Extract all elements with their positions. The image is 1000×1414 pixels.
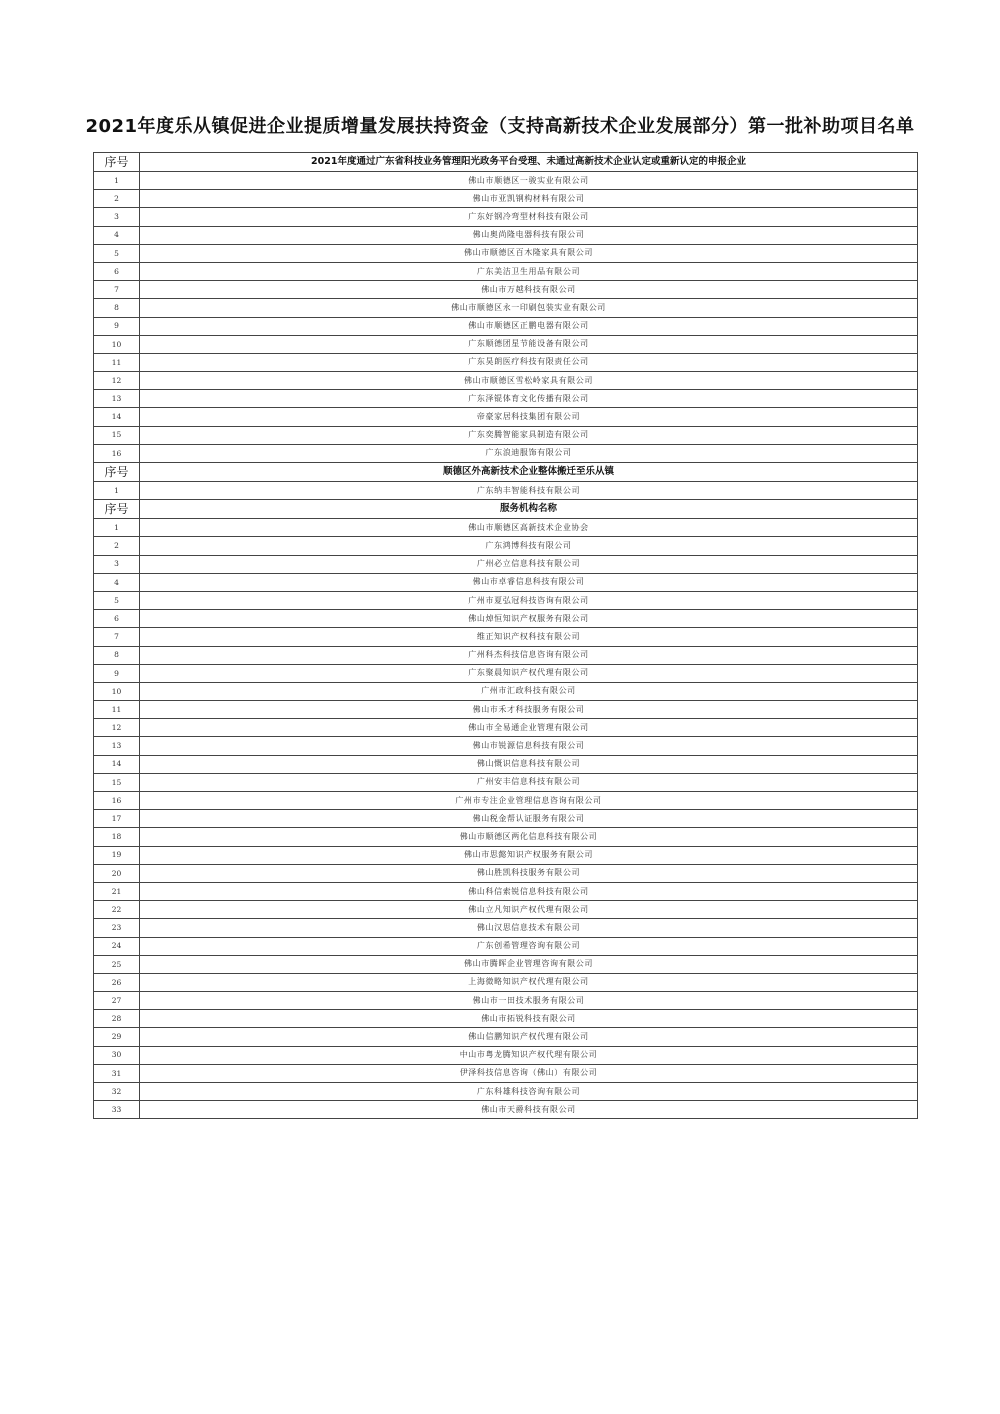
company-name: 佛山市拓锐科技有限公司 [140, 1010, 918, 1028]
row-number: 8 [94, 646, 140, 664]
row-number: 28 [94, 1010, 140, 1028]
table-row [94, 317, 918, 335]
company-name: 佛山市顺德区雪松岭家具有限公司 [140, 372, 918, 390]
company-name: 广州必立信息科技有限公司 [140, 555, 918, 573]
table-row [94, 372, 918, 390]
company-name: 广州市汇政科技有限公司 [140, 682, 918, 700]
company-name: 佛山科信索锐信息科技有限公司 [140, 882, 918, 900]
company-name: 广州安丰信息科技有限公司 [140, 773, 918, 791]
company-name: 佛山市万越科技有限公司 [140, 281, 918, 299]
row-number: 9 [94, 664, 140, 682]
company-name: 广东好钢冷弯型材科技有限公司 [140, 208, 918, 226]
row-number: 18 [94, 828, 140, 846]
section-title: 顺德区外高新技术企业整体搬迁至乐从镇 [140, 463, 918, 482]
company-name: 广东美洁卫生用品有限公司 [140, 262, 918, 280]
table-row [94, 444, 918, 462]
document-title: 2021年度乐从镇促进企业提质增量发展扶持资金（支持高新技术企业发展部分）第一批补助项目名单 [85, 116, 915, 137]
company-name: 广东奕腾智能家具制造有限公司 [140, 426, 918, 444]
subsidy-list-body [94, 153, 918, 1119]
company-name: 佛山市顺德区永一印刷包装实业有限公司 [140, 299, 918, 317]
row-number: 14 [94, 755, 140, 773]
company-name: 中山市粤龙腾知识产权代理有限公司 [140, 1046, 918, 1064]
company-name: 广州市夏弘冠科技咨询有限公司 [140, 591, 918, 609]
company-name: 广东昊朗医疗科技有限责任公司 [140, 353, 918, 371]
table-row [94, 1046, 918, 1064]
table-row [94, 190, 918, 208]
table-row [94, 755, 918, 773]
company-name: 佛山市一田技术服务有限公司 [140, 992, 918, 1010]
table-row [94, 882, 918, 900]
row-number: 26 [94, 973, 140, 991]
table-row [94, 408, 918, 426]
table-row [94, 353, 918, 371]
row-number: 30 [94, 1046, 140, 1064]
section-header-row [94, 153, 918, 172]
company-name: 佛山市卓睿信息科技有限公司 [140, 573, 918, 591]
company-name: 佛山税金帮认证服务有限公司 [140, 810, 918, 828]
row-number: 25 [94, 955, 140, 973]
row-number: 2 [94, 537, 140, 555]
company-name: 广东纳丰智能科技有限公司 [140, 482, 918, 500]
company-name: 广州科杰科技信息咨询有限公司 [140, 646, 918, 664]
table-row [94, 646, 918, 664]
table-row [94, 281, 918, 299]
row-number: 2 [94, 190, 140, 208]
table-row [94, 955, 918, 973]
section-header-row [94, 463, 918, 482]
company-name: 佛山焯恒知识产权服务有限公司 [140, 610, 918, 628]
table-row [94, 244, 918, 262]
row-number: 8 [94, 299, 140, 317]
table-row [94, 773, 918, 791]
row-number: 15 [94, 773, 140, 791]
row-number: 23 [94, 919, 140, 937]
row-number: 10 [94, 335, 140, 353]
row-number: 27 [94, 992, 140, 1010]
company-name: 佛山市腾晖企业管理咨询有限公司 [140, 955, 918, 973]
row-number: 21 [94, 882, 140, 900]
row-number: 6 [94, 610, 140, 628]
table-row [94, 1064, 918, 1082]
company-name: 佛山市天爵科技有限公司 [140, 1101, 918, 1119]
row-number: 4 [94, 573, 140, 591]
row-number: 20 [94, 864, 140, 882]
table-row [94, 610, 918, 628]
company-name: 广东创希管理咨询有限公司 [140, 937, 918, 955]
table-row [94, 1083, 918, 1101]
row-number: 5 [94, 591, 140, 609]
row-number: 14 [94, 408, 140, 426]
number-column-header: 序号 [94, 463, 140, 482]
table-row [94, 992, 918, 1010]
company-name: 佛山市顺德区两化信息科技有限公司 [140, 828, 918, 846]
row-number: 10 [94, 682, 140, 700]
row-number: 5 [94, 244, 140, 262]
table-row [94, 937, 918, 955]
row-number: 33 [94, 1101, 140, 1119]
row-number: 11 [94, 353, 140, 371]
row-number: 32 [94, 1083, 140, 1101]
table-row [94, 390, 918, 408]
table-row [94, 172, 918, 190]
row-number: 22 [94, 901, 140, 919]
table-row [94, 719, 918, 737]
company-name: 佛山市思懿知识产权服务有限公司 [140, 846, 918, 864]
table-row [94, 901, 918, 919]
row-number: 29 [94, 1028, 140, 1046]
company-name: 佛山慨识信息科技有限公司 [140, 755, 918, 773]
row-number: 12 [94, 719, 140, 737]
table-row [94, 792, 918, 810]
table-row [94, 299, 918, 317]
row-number: 11 [94, 701, 140, 719]
row-number: 13 [94, 737, 140, 755]
company-name: 广州市专注企业管理信息咨询有限公司 [140, 792, 918, 810]
row-number: 7 [94, 281, 140, 299]
table-row [94, 335, 918, 353]
row-number: 12 [94, 372, 140, 390]
company-name: 佛山市顺德区一骏实业有限公司 [140, 172, 918, 190]
row-number: 13 [94, 390, 140, 408]
row-number: 16 [94, 792, 140, 810]
table-row [94, 828, 918, 846]
company-name: 广东科雄科技咨询有限公司 [140, 1083, 918, 1101]
table-row [94, 555, 918, 573]
table-row [94, 482, 918, 500]
number-column-header: 序号 [94, 153, 140, 172]
company-name: 广东浪迪服饰有限公司 [140, 444, 918, 462]
row-number: 1 [94, 519, 140, 537]
row-number: 15 [94, 426, 140, 444]
row-number: 19 [94, 846, 140, 864]
row-number: 3 [94, 555, 140, 573]
section-header-row [94, 500, 918, 519]
table-row [94, 628, 918, 646]
company-name: 佛山市顺德区高新技术企业协会 [140, 519, 918, 537]
row-number: 16 [94, 444, 140, 462]
company-name: 佛山信鹏知识产权代理有限公司 [140, 1028, 918, 1046]
company-name: 佛山市全易通企业管理有限公司 [140, 719, 918, 737]
table-row [94, 810, 918, 828]
row-number: 31 [94, 1064, 140, 1082]
table-row [94, 701, 918, 719]
section-title: 2021年度通过广东省科技业务管理阳光政务平台受理、未通过高新技术企业认定或重新认定的申报企业 [140, 153, 918, 172]
company-name: 伊泽科技信息咨询（佛山）有限公司 [140, 1064, 918, 1082]
row-number: 9 [94, 317, 140, 335]
company-name: 佛山市顺德区正鹏电器有限公司 [140, 317, 918, 335]
table-row [94, 226, 918, 244]
table-row [94, 1101, 918, 1119]
table-row [94, 1010, 918, 1028]
table-row [94, 1028, 918, 1046]
row-number: 4 [94, 226, 140, 244]
company-name: 帝豪家居科技集团有限公司 [140, 408, 918, 426]
company-name: 上海微略知识产权代理有限公司 [140, 973, 918, 991]
company-name: 广东聚晨知识产权代理有限公司 [140, 664, 918, 682]
table-row [94, 537, 918, 555]
table-row [94, 426, 918, 444]
company-name: 佛山汉思信息技术有限公司 [140, 919, 918, 937]
table-row [94, 737, 918, 755]
table-row [94, 573, 918, 591]
company-name: 广东鸿博科技有限公司 [140, 537, 918, 555]
row-number: 3 [94, 208, 140, 226]
table-row [94, 591, 918, 609]
row-number: 17 [94, 810, 140, 828]
company-name: 广东泽锟体育文化传播有限公司 [140, 390, 918, 408]
table-row [94, 262, 918, 280]
table-row [94, 919, 918, 937]
row-number: 6 [94, 262, 140, 280]
row-number: 1 [94, 482, 140, 500]
company-name: 佛山奥尚隆电器科技有限公司 [140, 226, 918, 244]
table-row [94, 664, 918, 682]
row-number: 1 [94, 172, 140, 190]
row-number: 24 [94, 937, 140, 955]
company-name: 广东顺德团星节能设备有限公司 [140, 335, 918, 353]
company-name: 佛山市顺德区百木隆家具有限公司 [140, 244, 918, 262]
table-row [94, 519, 918, 537]
table-row [94, 682, 918, 700]
subsidy-list-table [93, 152, 918, 1119]
company-name: 佛山胜凯科技服务有限公司 [140, 864, 918, 882]
table-row [94, 846, 918, 864]
section-title: 服务机构名称 [140, 500, 918, 519]
number-column-header: 序号 [94, 500, 140, 519]
table-row [94, 864, 918, 882]
company-name: 维正知识产权科技有限公司 [140, 628, 918, 646]
company-name: 佛山市亚凯钢构材料有限公司 [140, 190, 918, 208]
row-number: 7 [94, 628, 140, 646]
company-name: 佛山立凡知识产权代理有限公司 [140, 901, 918, 919]
company-name: 佛山市锐源信息科技有限公司 [140, 737, 918, 755]
table-row [94, 208, 918, 226]
company-name: 佛山市禾才科技服务有限公司 [140, 701, 918, 719]
table-row [94, 973, 918, 991]
